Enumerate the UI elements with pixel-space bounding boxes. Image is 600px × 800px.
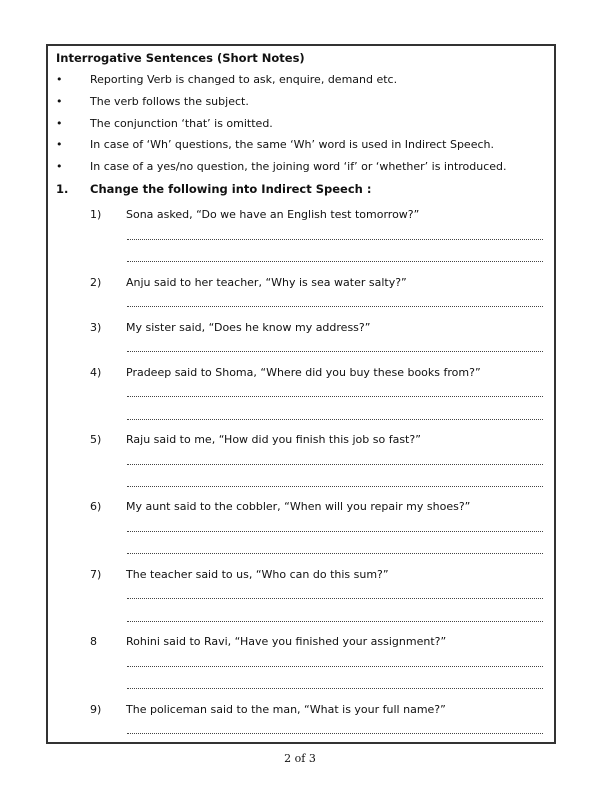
question-text: Rohini said to Ravi, “Have you finished your assignment?”	[126, 635, 447, 648]
question-text: The policeman said to the man, “What is your full name?”	[126, 703, 446, 716]
question-item	[0, 366, 600, 386]
question-item	[0, 568, 600, 588]
answer-line[interactable]	[127, 259, 543, 262]
question-text: Sona asked, “Do we have an English test tomorrow?”	[126, 208, 420, 221]
question-text: Raju said to me, “How did you finish this job so fast?”	[126, 433, 421, 446]
question-text: My aunt said to the cobbler, “When will you repair my shoes?”	[126, 500, 471, 513]
question-text: My sister said, “Does he know my address?”	[126, 321, 371, 334]
answer-line[interactable]	[127, 529, 543, 532]
question-number: 6)	[90, 500, 102, 513]
question-number: 1)	[90, 208, 102, 221]
question-number: 5)	[90, 433, 102, 446]
answer-line[interactable]	[127, 304, 543, 307]
question-item	[0, 703, 600, 723]
question-number: 7)	[90, 568, 102, 581]
exercise-instruction: Change the following into Indirect Speech :	[90, 182, 372, 196]
answer-line[interactable]	[127, 619, 543, 622]
bullet-icon: •	[56, 138, 63, 151]
answer-line[interactable]	[127, 394, 543, 397]
question-number: 9)	[90, 703, 102, 716]
answer-line[interactable]	[127, 237, 543, 240]
note-text: In case of a yes/no question, the joining word ‘if’ or ‘whether’ is introduced.	[90, 160, 507, 173]
question-number: 8	[90, 635, 97, 648]
question-item	[0, 433, 600, 453]
question-text: Pradeep said to Shoma, “Where did you buy these books from?”	[126, 366, 481, 379]
bullet-icon: •	[56, 117, 63, 130]
question-item	[0, 208, 600, 228]
answer-line[interactable]	[127, 349, 543, 352]
question-text: Anju said to her teacher, “Why is sea water salty?”	[126, 276, 407, 289]
question-number: 4)	[90, 366, 102, 379]
page-title: Interrogative Sentences (Short Notes)	[56, 51, 305, 65]
page-indicator: 2 of 3	[284, 752, 316, 765]
answer-line[interactable]	[127, 686, 543, 689]
answer-line[interactable]	[127, 484, 543, 487]
bullet-icon: •	[56, 73, 63, 86]
bullet-icon: •	[56, 95, 63, 108]
answer-line[interactable]	[127, 462, 543, 465]
question-item	[0, 276, 600, 296]
bullet-icon: •	[56, 160, 63, 173]
question-item	[0, 500, 600, 520]
answer-line[interactable]	[127, 551, 543, 554]
note-text: In case of ‘Wh’ questions, the same ‘Wh’ word is used in Indirect Speech.	[90, 138, 494, 151]
question-item	[0, 321, 600, 341]
answer-line[interactable]	[127, 596, 543, 599]
answer-line[interactable]	[127, 664, 543, 667]
question-text: The teacher said to us, “Who can do this sum?”	[126, 568, 389, 581]
note-text: Reporting Verb is changed to ask, enquire, demand etc.	[90, 73, 398, 86]
question-number: 3)	[90, 321, 102, 334]
note-text: The conjunction ‘that’ is omitted.	[90, 117, 273, 130]
note-text: The verb follows the subject.	[90, 95, 249, 108]
question-number: 2)	[90, 276, 102, 289]
answer-line[interactable]	[127, 731, 543, 734]
answer-line[interactable]	[127, 417, 543, 420]
exercise-number: 1.	[56, 182, 69, 196]
question-item	[0, 635, 600, 655]
